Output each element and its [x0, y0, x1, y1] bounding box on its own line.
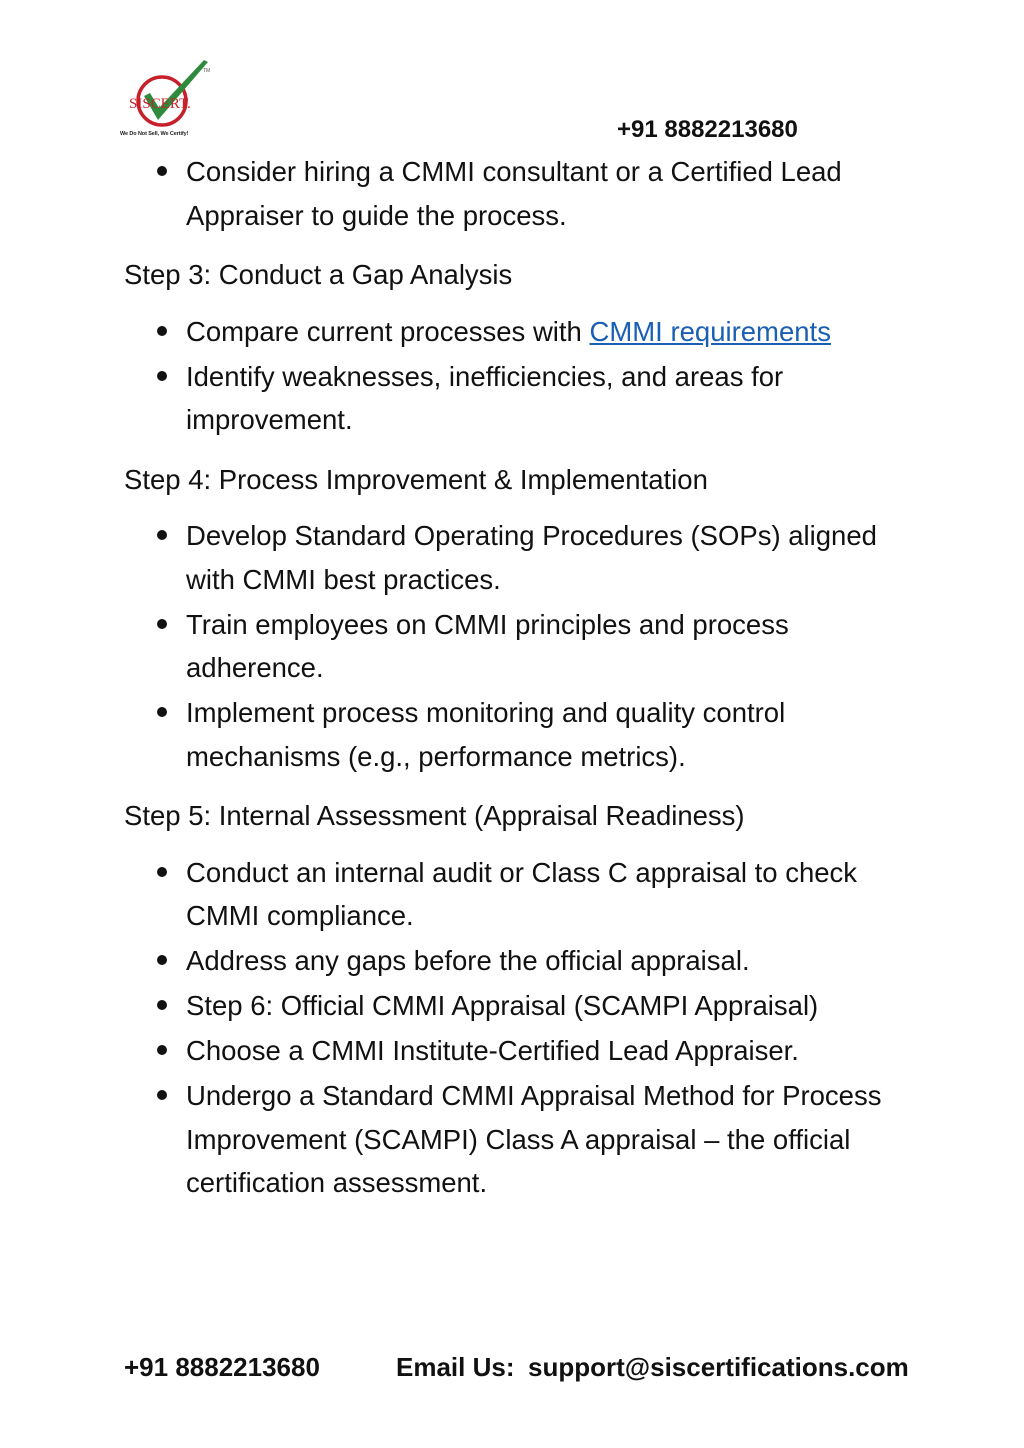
trademark-mark: TM	[203, 68, 211, 74]
step5-bullet-list	[124, 851, 914, 1205]
step4-heading: Step 4: Process Improvement & Implementation	[124, 463, 708, 495]
logo-wordmark: SISCERT.	[129, 96, 191, 112]
list-item-text: Compare current processes with	[186, 315, 590, 347]
checkmark-logo-icon	[120, 56, 220, 132]
list-item: Consider hiring a CMMI consultant or a Certified Lead Appraiser to guide the process.	[124, 150, 914, 237]
logo-tagline: We Do Not Sell, We Certify!	[120, 131, 189, 137]
list-item	[124, 310, 914, 354]
list-item: Develop Standard Operating Procedures (SOPs) aligned with CMMI best practices.	[124, 514, 914, 601]
list-item: Step 6: Official CMMI Appraisal (SCAMPI Appraisal)	[124, 984, 914, 1028]
header-phone: +91 8882213680	[617, 116, 798, 143]
list-item: Train employees on CMMI principles and process adherence.	[124, 603, 914, 690]
cmmi-requirements-link[interactable]: CMMI requirements	[589, 315, 831, 347]
step4-bullet-list	[124, 514, 914, 778]
list-item: Identify weaknesses, inefficiencies, and areas for improvement.	[124, 355, 914, 442]
footer-email-label: Email Us:	[396, 1352, 515, 1382]
document-body	[124, 150, 914, 1206]
list-item: Implement process monitoring and quality control mechanisms (e.g., performance metrics).	[124, 691, 914, 778]
list-item: Conduct an internal audit or Class C appraisal to check CMMI compliance.	[124, 851, 914, 938]
company-logo	[120, 56, 220, 142]
list-item: Undergo a Standard CMMI Appraisal Method for Process Improvement (SCAMPI) Class A appraisal – the official certification assessment.	[124, 1074, 914, 1205]
step3-bullet-list	[124, 310, 914, 442]
step3-heading: Step 3: Conduct a Gap Analysis	[124, 259, 513, 290]
list-item: Address any gaps before the official appraisal.	[124, 939, 914, 983]
footer-phone: +91 8882213680	[124, 1352, 320, 1382]
list-item: Choose a CMMI Institute-Certified Lead Appraiser.	[124, 1029, 914, 1073]
intro-bullet-list	[124, 150, 914, 237]
step5-heading: Step 5: Internal Assessment (Appraisal Readiness)	[124, 800, 745, 831]
footer-email-link[interactable]: support@siscertifications.com	[528, 1352, 909, 1382]
